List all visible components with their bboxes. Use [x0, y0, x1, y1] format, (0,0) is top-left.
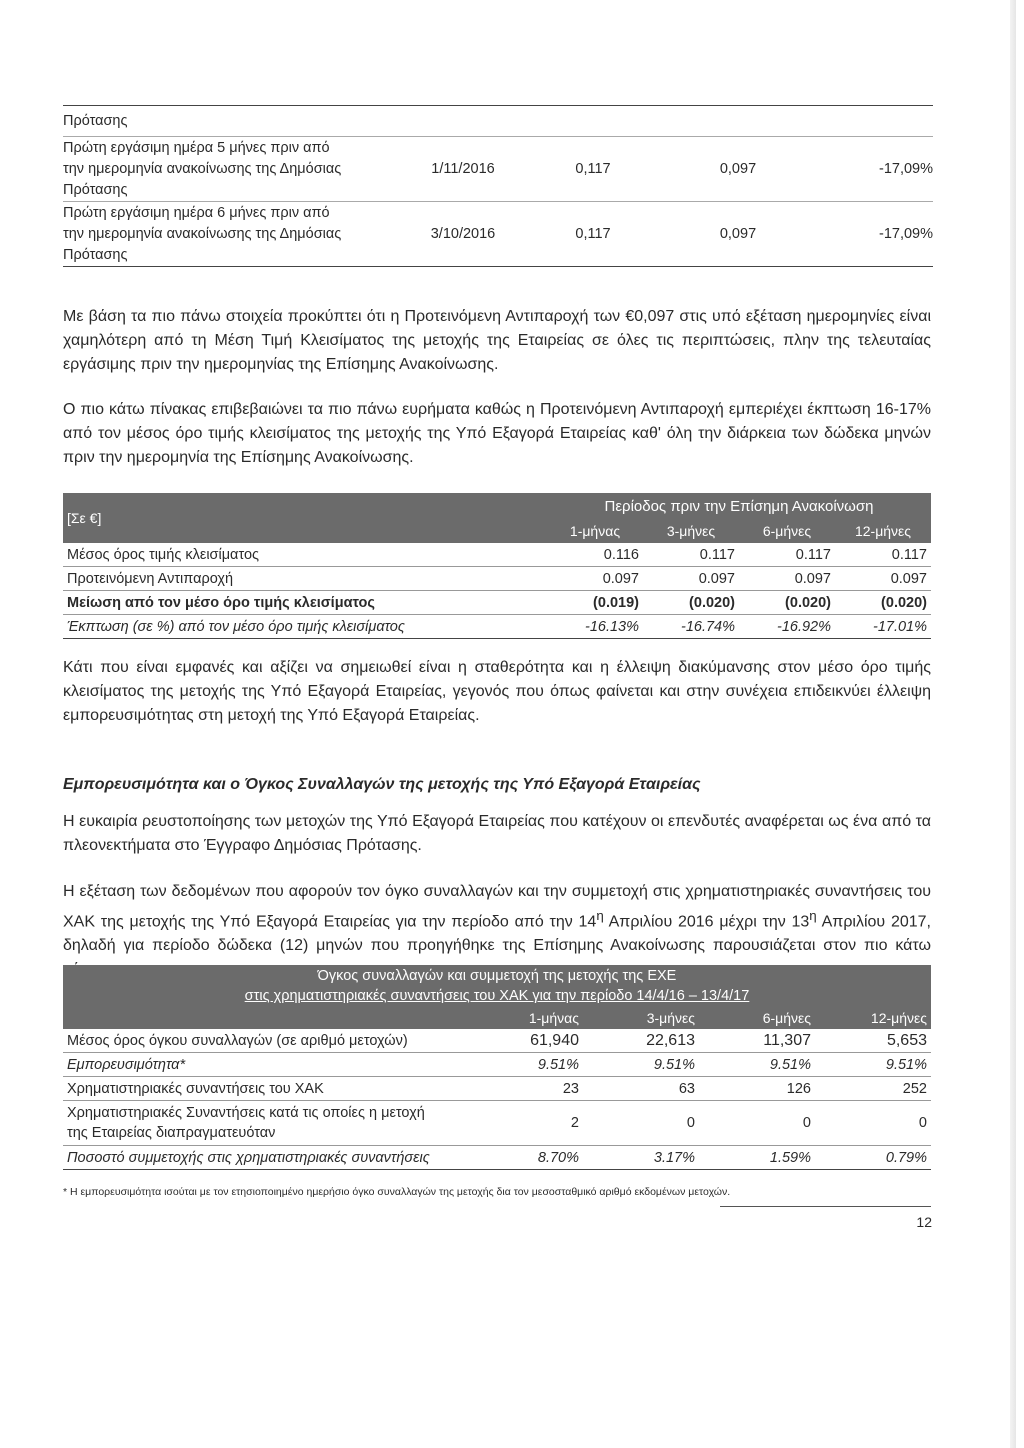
paragraph-discount: Ο πιο κάτω πίνακας επιβεβαιώνει τα πιο πάνω ευρήματα καθώς η Προτεινόμενη Αντιπαροχή εμπεριέχει έκπτωση 16-17% από τον μέσος όρο τιμής κλεισίματος της μετοχής της Υπό Εξαγορά Εταιρείας καθ' όλη την διάρκεια των δώδεκα μηνών πριν την ημερομηνία της Επίσημης Ανακοίνωσης.: [63, 401, 931, 466]
row-label-line: της Εταιρείας διαπραγματευόταν: [67, 1125, 276, 1141]
table-row: [63, 615, 931, 639]
table-title: [63, 965, 931, 1007]
table-row: [63, 567, 931, 591]
table-title-line: Όγκος συναλλαγών και συμμετοχή της μετοχής της ΕΧΕ: [317, 968, 677, 984]
row-label: [63, 1101, 467, 1146]
value-cell: -16.92%: [739, 615, 835, 639]
table-row: [63, 1101, 931, 1146]
value-cell: 1.59%: [699, 1146, 815, 1170]
value-cell: 0,097: [663, 202, 813, 267]
paragraph-liquidity: Η ευκαιρία ρευστοποίησης των μετοχών της Υπό Εξαγορά Εταιρείας που κατέχουν οι επενδυτές αναφέρεται ως ένα από τα πλεονεκτήματα στο Έγγραφο Δημόσιας Πρότασης.: [63, 813, 931, 854]
column-header: 12-μήνες: [835, 519, 931, 543]
value-cell: (0.020): [739, 591, 835, 615]
table-header-row: [63, 1007, 931, 1029]
row-label-line: την ημερομηνία ανακοίνωσης της Δημόσιας: [63, 225, 342, 242]
paragraph-stability: Κάτι που είναι εμφανές και αξίζει να σημειωθεί είναι η σταθερότητα και η έλλειψη διακύμανσης στον μέσο όρο τιμής κλεισίματος της μετοχής της Υπό Εξαγορά Εταιρείας, γεγονός που όπως φαίνεται και στην συνέχεια επιδεικνύει έλλειψη εμπορευσιμότητας στη μετοχή της Υπό Εξαγορά Εταιρείας.: [63, 659, 931, 724]
scan-edge: [1010, 0, 1016, 1448]
row-label: [63, 202, 403, 267]
value-cell: 61,940: [467, 1029, 583, 1053]
value-cell: 9.51%: [815, 1053, 931, 1077]
column-header: 1-μήνας: [467, 1007, 583, 1029]
text-span: Απριλίου 2017, δηλαδή για περίοδο δώδεκα (12) μηνών που προηγήθηκε της Επίσημης Ανακοίνωσης παρουσιάζεται στον πιο κάτω: [63, 913, 931, 955]
value-cell: 0.097: [739, 567, 835, 591]
value-cell: 22,613: [583, 1029, 699, 1053]
value-cell: 0: [699, 1101, 815, 1146]
closing-price-dates-table: [63, 105, 933, 267]
closing-price-discount-table: [63, 493, 931, 639]
value-cell: (0.020): [643, 591, 739, 615]
table-row: [63, 543, 931, 567]
value-cell: 0: [583, 1101, 699, 1146]
value-cell: 0.097: [643, 567, 739, 591]
percent-cell: -17,09%: [813, 137, 933, 202]
row-label-line: Πρώτη εργάσιμη ημέρα 5 μήνες πριν από: [63, 139, 330, 156]
row-label: Εμπορευσιμότητα*: [63, 1053, 467, 1077]
table-row: [63, 106, 933, 137]
page-number: 12: [916, 1214, 932, 1230]
value-cell: 9.51%: [467, 1053, 583, 1077]
value-cell: 8.70%: [467, 1146, 583, 1170]
column-header: 1-μήνας: [547, 519, 643, 543]
column-header: 3-μήνες: [643, 519, 739, 543]
value-cell: 3.17%: [583, 1146, 699, 1170]
value-cell: -16.13%: [547, 615, 643, 639]
column-header-blank: [63, 1007, 467, 1029]
table-row: [63, 591, 931, 615]
unit-label: [Σε €]: [63, 493, 547, 543]
table-footnote: * Η εμπορευσιμότητα ισούται με τον ετησιοποιημένο ημερήσιο όγκο συναλλαγών της μετοχής δια τον μεσοσταθμικό αριθμό εκδομένων μετοχών.: [63, 1186, 731, 1198]
value-cell: (0.020): [835, 591, 931, 615]
row-label-line: Πρώτη εργάσιμη ημέρα 6 μήνες πριν από: [63, 204, 330, 221]
table-row: [63, 202, 933, 267]
value-cell: 126: [699, 1077, 815, 1101]
value-cell: 0.117: [739, 543, 835, 567]
column-header: 3-μήνες: [583, 1007, 699, 1029]
row-label-line: Χρηματιστηριακές Συναντήσεις κατά τις οποίες η μετοχή: [67, 1105, 425, 1121]
row-label: Μείωση από τον μέσο όρο τιμής κλεισίματος: [63, 591, 547, 615]
table-row: [63, 1146, 931, 1170]
value-cell: 0.116: [547, 543, 643, 567]
text-span: Η εξέταση των δεδομένων που αφορούν τον όγκο συναλλαγών και την συμμετοχή στις χρηματιστηριακές συναντήσεις του ΧΑΚ της μετοχής της Υπό Εξαγορά Εταιρείας για την περίοδο από την 14: [63, 883, 931, 931]
row-label: Ποσοστό συμμετοχής στις χρηματιστηριακές συναντήσεις: [63, 1146, 467, 1170]
row-label-line: Πρότασης: [63, 246, 128, 263]
value-cell: -16.74%: [643, 615, 739, 639]
table-title-line: στις χρηματιστηριακές συναντήσεις του ΧΑΚ για την περίοδο 14/4/16 – 13/4/17: [244, 988, 750, 1004]
value-cell: 9.51%: [583, 1053, 699, 1077]
row-label: Χρηματιστηριακές συναντήσεις του ΧΑΚ: [63, 1077, 467, 1101]
text-span: Απριλίου 2016 μέχρι την 13: [603, 913, 810, 931]
value-cell: 0,117: [523, 137, 663, 202]
value-cell: 2: [467, 1101, 583, 1146]
period-header: Περίοδος πριν την Επίσημη Ανακοίνωση: [547, 493, 931, 519]
row-label: Έκπτωση (σε %) από τον μέσο όρο τιμής κλεισίματος: [63, 615, 547, 639]
table-row: [63, 137, 933, 202]
column-header: 12-μήνες: [815, 1007, 931, 1029]
value-cell: 0,097: [663, 137, 813, 202]
value-cell: 5,653: [815, 1029, 931, 1053]
row-label: [63, 137, 403, 202]
row-label: Μέσος όρος τιμής κλεισίματος: [63, 543, 547, 567]
date-cell: 3/10/2016: [403, 202, 523, 267]
table-header-cell: Πρότασης: [63, 106, 933, 137]
row-label-line: Πρότασης: [63, 181, 128, 198]
value-cell: 11,307: [699, 1029, 815, 1053]
value-cell: 63: [583, 1077, 699, 1101]
column-header: 6-μήνες: [739, 519, 835, 543]
value-cell: 0,117: [523, 202, 663, 267]
section-heading: Εμπορευσιμότητα και ο Όγκος Συναλλαγών της μετοχής της Υπό Εξαγορά Εταιρείας: [63, 776, 701, 793]
page-number-rule: [720, 1206, 931, 1207]
date-cell: 1/11/2016: [403, 137, 523, 202]
table-header-row: [63, 965, 931, 1007]
value-cell: 9.51%: [699, 1053, 815, 1077]
row-label: Προτεινόμενη Αντιπαροχή: [63, 567, 547, 591]
value-cell: 0: [815, 1101, 931, 1146]
row-label: Μέσος όρος όγκου συναλλαγών (σε αριθμό μετοχών): [63, 1029, 467, 1053]
percent-cell: -17,09%: [813, 202, 933, 267]
value-cell: 0.097: [835, 567, 931, 591]
value-cell: 0.117: [643, 543, 739, 567]
paragraph-conclusion: Με βάση τα πιο πάνω στοιχεία προκύπτει ότι η Προτεινόμενη Αντιπαροχή των €0,097 στις υπό εξέταση ημερομηνίες είναι χαμηλότερη από τη Μέση Τιμή Κλεισίματος της μετοχής της Εταιρείας σε όλες τις περιπτώσεις, πλην της τελευταίας εργάσιμης πριν την ημερομηνίας της Επίσημης Ανακοίνωσης.: [63, 308, 931, 373]
value-cell: 0.79%: [815, 1146, 931, 1170]
row-label-line: την ημερομηνία ανακοίνωσης της Δημόσιας: [63, 160, 342, 177]
ordinal-sup: η: [596, 908, 604, 923]
value-cell: 0.097: [547, 567, 643, 591]
trading-volume-table: [63, 965, 931, 1170]
table-row: [63, 1053, 931, 1077]
value-cell: -17.01%: [835, 615, 931, 639]
ordinal-sup: η: [809, 908, 817, 923]
column-header: 6-μήνες: [699, 1007, 815, 1029]
value-cell: 252: [815, 1077, 931, 1101]
table-header-row: [63, 493, 931, 519]
table-row: [63, 1029, 931, 1053]
table-row: [63, 1077, 931, 1101]
value-cell: 0.117: [835, 543, 931, 567]
value-cell: (0.019): [547, 591, 643, 615]
value-cell: 23: [467, 1077, 583, 1101]
